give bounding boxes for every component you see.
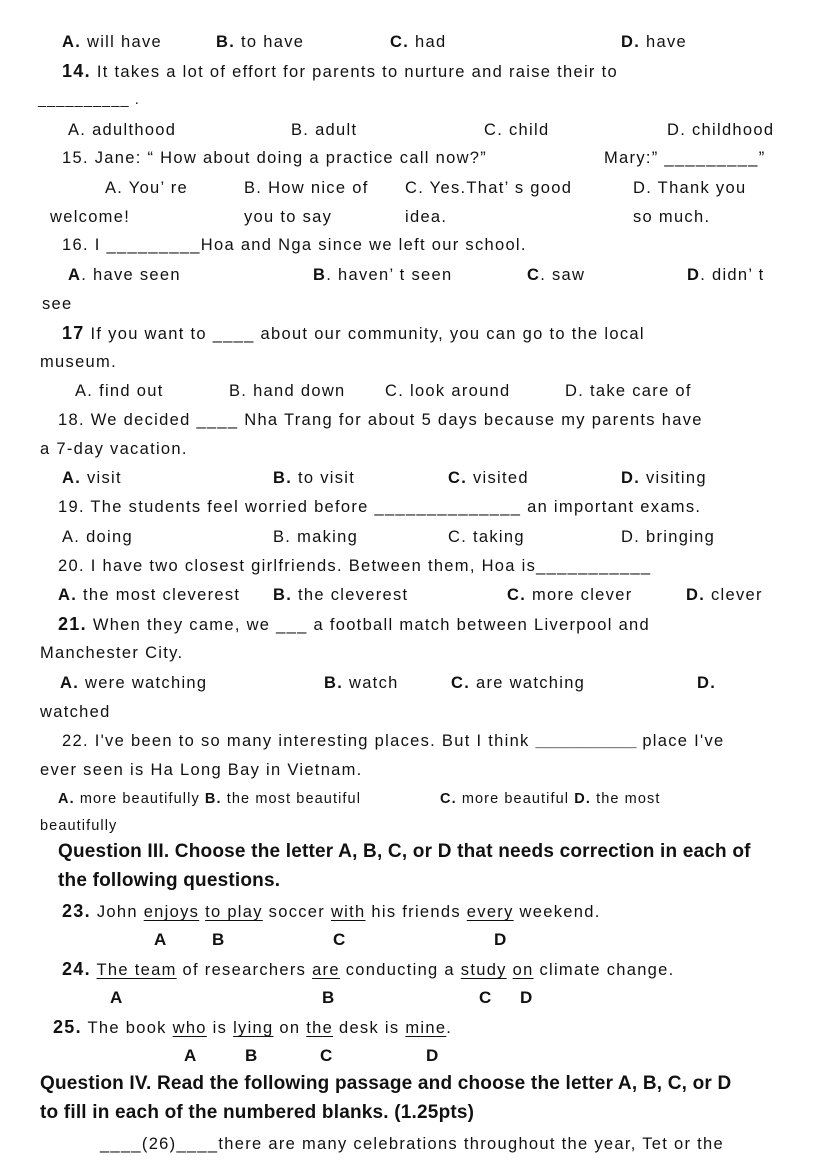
option-text: have — [640, 33, 687, 51]
q21-option-c — [451, 673, 585, 693]
text-part: John — [90, 903, 144, 921]
option-letter: A. — [58, 791, 75, 807]
option-c-text: more beautiful — [456, 791, 575, 807]
option-text: visited — [467, 469, 529, 487]
q17-stem — [62, 323, 645, 344]
q20-option-d — [686, 585, 763, 605]
q22-option-d-cont: beautifully — [40, 818, 118, 834]
underlined-b: lying — [233, 1019, 274, 1037]
q15-option-b: B. How nice of — [244, 179, 369, 197]
q16-stem: 16. I _________Hoa and Nga since we left our school. — [62, 236, 527, 254]
option-letter: A. — [58, 586, 78, 604]
section-3-heading: Question III. Choose the letter A, B, C, or D that needs correction in each of — [58, 841, 751, 862]
q21-option-d-cont: watched — [40, 703, 111, 721]
option-text: . haven’ t seen — [326, 266, 453, 284]
q17-option-d: D. take care of — [565, 382, 692, 400]
option-letter: A. — [62, 33, 82, 51]
text-part: climate change. — [533, 961, 675, 979]
option-text: more clever — [526, 586, 633, 604]
option-letter: D. — [574, 791, 591, 807]
q14-option-b: B. adult — [291, 121, 358, 139]
option-letter: B. — [204, 791, 222, 807]
text-part: soccer — [262, 903, 331, 921]
section-4-heading: Question IV. Read the following passage and choose the letter A, B, C, or D — [40, 1073, 732, 1094]
question-number: 24. — [62, 959, 91, 979]
q23-label-b: B — [212, 930, 225, 949]
q13-option-a — [62, 32, 162, 52]
q18-option-c — [448, 468, 529, 488]
q19-option-b: B. making — [273, 528, 359, 546]
q15-option-d-cont: so much. — [633, 208, 711, 226]
option-text: visiting — [640, 469, 707, 487]
q13-option-b — [216, 32, 304, 52]
question-number: 14. — [62, 61, 91, 81]
option-text: . saw — [540, 266, 586, 284]
option-letter: B. — [273, 586, 293, 604]
q13-option-c — [390, 32, 446, 52]
option-letter: C. — [390, 33, 410, 51]
underlined-c: study — [460, 961, 507, 979]
q18-option-d — [621, 468, 707, 488]
q23-label-c: C — [333, 930, 346, 949]
q23-label-d: D — [494, 930, 507, 949]
q18-stem-cont: a 7-day vacation. — [40, 440, 188, 458]
q19-option-c: C. taking — [448, 528, 525, 546]
q16-option-d-cont: see — [42, 295, 73, 313]
option-a-text: more beautifully — [74, 791, 205, 807]
option-letter: A. — [62, 469, 82, 487]
q22-options-cd — [440, 789, 661, 809]
q18-stem: 18. We decided ____ Nha Trang for about 5 days because my parents have — [58, 411, 703, 429]
q15-stem: 15. Jane: “ How about doing a practice call now?” — [62, 149, 488, 167]
q16-option-a — [68, 265, 181, 285]
q25-label-d: D — [426, 1046, 439, 1065]
question-text: It takes a lot of effort for parents to nurture and raise their to — [90, 63, 618, 81]
option-letter: B. — [324, 674, 344, 692]
q18-option-a — [62, 468, 122, 488]
underlined-a: The team — [96, 961, 177, 979]
option-letter: D. — [621, 469, 641, 487]
q15-option-c-cont: idea. — [405, 208, 448, 226]
q25-label-b: B — [245, 1046, 258, 1065]
option-letter: C — [527, 266, 541, 284]
underlined-d: every — [466, 903, 514, 921]
option-letter: C. — [440, 791, 457, 807]
q24-label-c: C — [479, 988, 492, 1007]
q15-option-c: C. Yes.That’ s good — [405, 179, 573, 197]
q24-label-d: D — [520, 988, 533, 1007]
text-part: weekend. — [513, 903, 601, 921]
q14-option-c: C. child — [484, 121, 550, 139]
underlined-d: on — [512, 961, 534, 979]
option-letter: C. — [448, 469, 468, 487]
text-part: his friends — [365, 903, 467, 921]
q15-option-d: D. Thank you — [633, 179, 747, 197]
option-letter: A. — [60, 674, 80, 692]
underlined-c: the — [306, 1019, 334, 1037]
q14-option-d: D. childhood — [667, 121, 775, 139]
option-text: . have seen — [81, 266, 181, 284]
q19-option-a: A. doing — [62, 528, 133, 546]
text-part: of researchers — [176, 961, 313, 979]
option-text: . didn’ t — [700, 266, 765, 284]
option-letter: D — [687, 266, 701, 284]
question-text: 22. I've been to so many interesting places. But I think — [62, 732, 530, 750]
option-b-text: the most beautiful — [221, 791, 362, 807]
option-text: visit — [81, 469, 122, 487]
option-text: to visit — [292, 469, 356, 487]
q25-label-a: A — [184, 1046, 197, 1065]
question-number: 25. — [53, 1017, 82, 1037]
option-letter: D. — [621, 33, 641, 51]
q19-stem: 19. The students feel worried before ______________ an important exams. — [58, 498, 702, 516]
q21-stem-cont: Manchester City. — [40, 644, 184, 662]
text-part: desk is — [333, 1019, 406, 1037]
q20-option-c — [507, 585, 632, 605]
q15-option-b-cont: you to say — [244, 208, 333, 226]
q22-stem-cont: ever seen is Ha Long Bay in Vietnam. — [40, 761, 363, 779]
q16-option-c — [527, 265, 585, 285]
q22-stem — [62, 731, 725, 751]
option-letter: B — [313, 266, 327, 284]
q25-label-c: C — [320, 1046, 333, 1065]
section-3-heading-cont: the following questions. — [58, 870, 281, 891]
q24-label-b: B — [322, 988, 335, 1007]
section-4-heading-cont: to fill in each of the numbered blanks. (1.25pts) — [40, 1102, 475, 1123]
q17-option-a: A. find out — [75, 382, 164, 400]
underlined-b: to play — [205, 903, 263, 921]
question-number: 21. — [58, 614, 87, 634]
option-text: had — [409, 33, 447, 51]
q22-options — [58, 789, 361, 809]
underlined-b: are — [312, 961, 340, 979]
q21-option-b — [324, 673, 399, 693]
q21-option-d — [697, 673, 716, 693]
q17-option-b: B. hand down — [229, 382, 346, 400]
q23-label-a: A — [154, 930, 167, 949]
option-letter: D. — [686, 586, 706, 604]
answer-blank: ___________ — [535, 732, 637, 750]
option-text: watch — [343, 674, 399, 692]
question-text: If you want to ____ about our community, you can go to the local — [84, 325, 645, 343]
text-part: on — [273, 1019, 307, 1037]
option-text: the most cleverest — [77, 586, 241, 604]
q14-blank: __________ . — [38, 92, 140, 108]
q17-option-c: C. look around — [385, 382, 511, 400]
option-text: are watching — [470, 674, 586, 692]
underlined-a: enjoys — [143, 903, 200, 921]
q16-option-b — [313, 265, 452, 285]
q20-option-a — [58, 585, 240, 605]
q15-option-a: A. You’ re — [105, 179, 189, 197]
passage-line: ____(26)____there are many celebrations throughout the year, Tet or the — [100, 1135, 725, 1153]
q19-option-d: D. bringing — [621, 528, 716, 546]
option-text: the cleverest — [292, 586, 409, 604]
option-letter: A — [68, 266, 82, 284]
option-text: were watching — [79, 674, 208, 692]
question-text-2: place I've — [636, 732, 725, 750]
option-letter: D. — [697, 674, 717, 692]
q25-sentence — [53, 1017, 452, 1038]
q20-stem: 20. I have two closest girlfriends. Between them, Hoa is___________ — [58, 557, 652, 575]
q15-mary: Mary:” _________” — [604, 149, 766, 167]
text-part: conducting a — [339, 961, 461, 979]
underlined-d: mine — [405, 1019, 447, 1037]
q13-option-d — [621, 32, 687, 52]
q24-sentence — [62, 959, 675, 980]
text-part: is — [206, 1019, 234, 1037]
question-text: When they came, we ___ a football match between Liverpool and — [86, 616, 650, 634]
q21-option-a — [60, 673, 207, 693]
option-text: to have — [235, 33, 305, 51]
text-part: . — [446, 1019, 453, 1037]
option-d-text: the most — [590, 791, 661, 807]
underlined-c: with — [330, 903, 366, 921]
q18-option-b — [273, 468, 355, 488]
option-letter: C. — [451, 674, 471, 692]
option-text: clever — [705, 586, 763, 604]
q15-option-a-cont: welcome! — [50, 208, 131, 226]
q17-stem-cont: museum. — [40, 353, 117, 371]
option-letter: B. — [273, 469, 293, 487]
q20-option-b — [273, 585, 408, 605]
option-letter: B. — [216, 33, 236, 51]
q23-sentence — [62, 901, 601, 922]
question-number: 17 — [62, 323, 85, 343]
q21-stem — [58, 614, 650, 635]
option-text: will have — [81, 33, 162, 51]
q16-option-d — [687, 265, 765, 285]
q14-stem — [62, 61, 618, 82]
question-number: 23. — [62, 901, 91, 921]
underlined-a: who — [172, 1019, 207, 1037]
q14-option-a: A. adulthood — [68, 121, 177, 139]
q24-label-a: A — [110, 988, 123, 1007]
option-letter: C. — [507, 586, 527, 604]
text-part: The book — [81, 1019, 173, 1037]
